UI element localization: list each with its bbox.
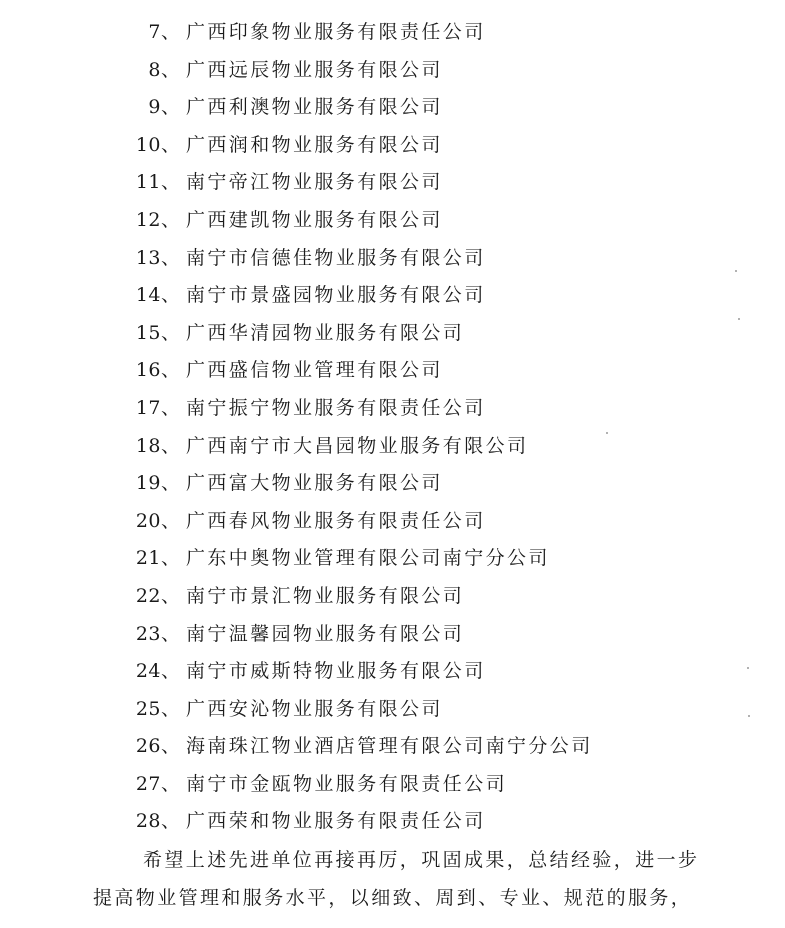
item-separator: 、 — [161, 133, 183, 156]
item-number: 17 — [135, 396, 161, 419]
list-item — [0, 465, 785, 503]
list-item — [0, 653, 785, 691]
item-number: 9 — [148, 96, 161, 119]
list-item — [0, 277, 785, 315]
item-separator: 、 — [161, 284, 183, 307]
company-name: 广东中奥物业管理有限公司南宁分公司 — [186, 547, 550, 570]
list-item — [0, 127, 785, 165]
list-item — [0, 164, 785, 202]
item-number: 20 — [135, 509, 161, 532]
item-separator: 、 — [161, 171, 183, 194]
item-separator: 、 — [161, 697, 183, 720]
scan-speck — [735, 270, 737, 272]
scan-speck — [747, 667, 749, 669]
company-name: 广西远辰物业服务有限公司 — [186, 58, 443, 81]
item-number: 25 — [135, 697, 161, 720]
item-separator: 、 — [161, 735, 183, 758]
company-name: 广西安沁物业服务有限公司 — [186, 697, 443, 720]
closing-paragraph-line-1: 希望上述先进单位再接再厉，巩固成果，总结经验，进一步 — [143, 849, 700, 871]
company-name: 南宁市威斯特物业服务有限公司 — [186, 660, 486, 683]
company-name: 南宁帝江物业服务有限公司 — [186, 171, 443, 194]
list-item — [0, 89, 785, 127]
item-separator: 、 — [161, 547, 183, 570]
item-separator: 、 — [161, 321, 183, 344]
list-item — [0, 52, 785, 90]
item-number: 21 — [135, 547, 161, 570]
scan-speck — [606, 432, 608, 434]
list-item — [0, 352, 785, 390]
closing-paragraph-line-2: 提高物业管理和服务水平，以细致、周到、专业、规范的服务， — [93, 887, 693, 909]
list-item — [0, 240, 785, 278]
list-item — [0, 616, 785, 654]
item-number: 23 — [135, 622, 161, 645]
company-name: 广西南宁市大昌园物业服务有限公司 — [186, 434, 529, 457]
scan-speck — [748, 715, 750, 717]
list-item — [0, 766, 785, 804]
item-number: 19 — [135, 472, 161, 495]
item-number: 26 — [135, 735, 161, 758]
item-separator: 、 — [161, 472, 183, 495]
company-name: 广西润和物业服务有限公司 — [186, 133, 443, 156]
item-separator: 、 — [161, 810, 183, 833]
item-number: 14 — [135, 284, 161, 307]
item-separator: 、 — [161, 396, 183, 419]
list-item — [0, 315, 785, 353]
list-item — [0, 14, 785, 52]
company-name: 海南珠江物业酒店管理有限公司南宁分公司 — [186, 735, 593, 758]
company-name: 南宁市信德佳物业服务有限公司 — [186, 246, 486, 269]
item-number: 28 — [135, 810, 161, 833]
item-number: 10 — [135, 133, 161, 156]
company-name: 南宁温馨园物业服务有限公司 — [186, 622, 465, 645]
list-item — [0, 578, 785, 616]
item-separator: 、 — [161, 96, 183, 119]
company-name: 广西华清园物业服务有限公司 — [186, 321, 465, 344]
company-name: 广西富大物业服务有限公司 — [186, 472, 443, 495]
item-separator: 、 — [161, 660, 183, 683]
item-number: 8 — [148, 58, 161, 81]
company-name: 南宁市景盛园物业服务有限公司 — [186, 284, 486, 307]
item-separator: 、 — [161, 584, 183, 607]
company-name: 广西春风物业服务有限责任公司 — [186, 509, 486, 532]
item-number: 11 — [135, 171, 161, 194]
item-separator: 、 — [161, 58, 183, 81]
list-item — [0, 428, 785, 466]
item-number: 27 — [135, 772, 161, 795]
list-item — [0, 202, 785, 240]
list-item — [0, 803, 785, 841]
company-name: 广西荣和物业服务有限责任公司 — [186, 810, 486, 833]
item-number: 7 — [148, 21, 161, 43]
list-item — [0, 691, 785, 729]
item-separator: 、 — [161, 21, 183, 43]
item-number: 12 — [135, 208, 161, 231]
list-item — [0, 503, 785, 541]
item-separator: 、 — [161, 359, 183, 382]
item-separator: 、 — [161, 509, 183, 532]
list-item — [0, 540, 785, 578]
item-number: 18 — [135, 434, 161, 457]
company-name: 广西盛信物业管理有限公司 — [186, 359, 443, 382]
item-number: 22 — [135, 584, 161, 607]
item-number: 24 — [135, 660, 161, 683]
company-name: 广西建凯物业服务有限公司 — [186, 208, 443, 231]
company-name: 南宁市景汇物业服务有限公司 — [186, 584, 465, 607]
item-number: 13 — [135, 246, 161, 269]
item-separator: 、 — [161, 622, 183, 645]
scan-speck — [738, 318, 740, 320]
item-number: 16 — [135, 359, 161, 382]
company-name: 南宁市金瓯物业服务有限责任公司 — [186, 772, 508, 795]
item-separator: 、 — [161, 246, 183, 269]
item-separator: 、 — [161, 772, 183, 795]
list-item — [0, 390, 785, 428]
list-item — [0, 728, 785, 766]
company-name: 广西印象物业服务有限责任公司 — [186, 21, 486, 43]
item-number: 15 — [135, 321, 161, 344]
company-name: 南宁振宁物业服务有限责任公司 — [186, 396, 486, 419]
item-separator: 、 — [161, 208, 183, 231]
company-list — [0, 14, 785, 841]
company-name: 广西利澳物业服务有限公司 — [186, 96, 443, 119]
item-separator: 、 — [161, 434, 183, 457]
